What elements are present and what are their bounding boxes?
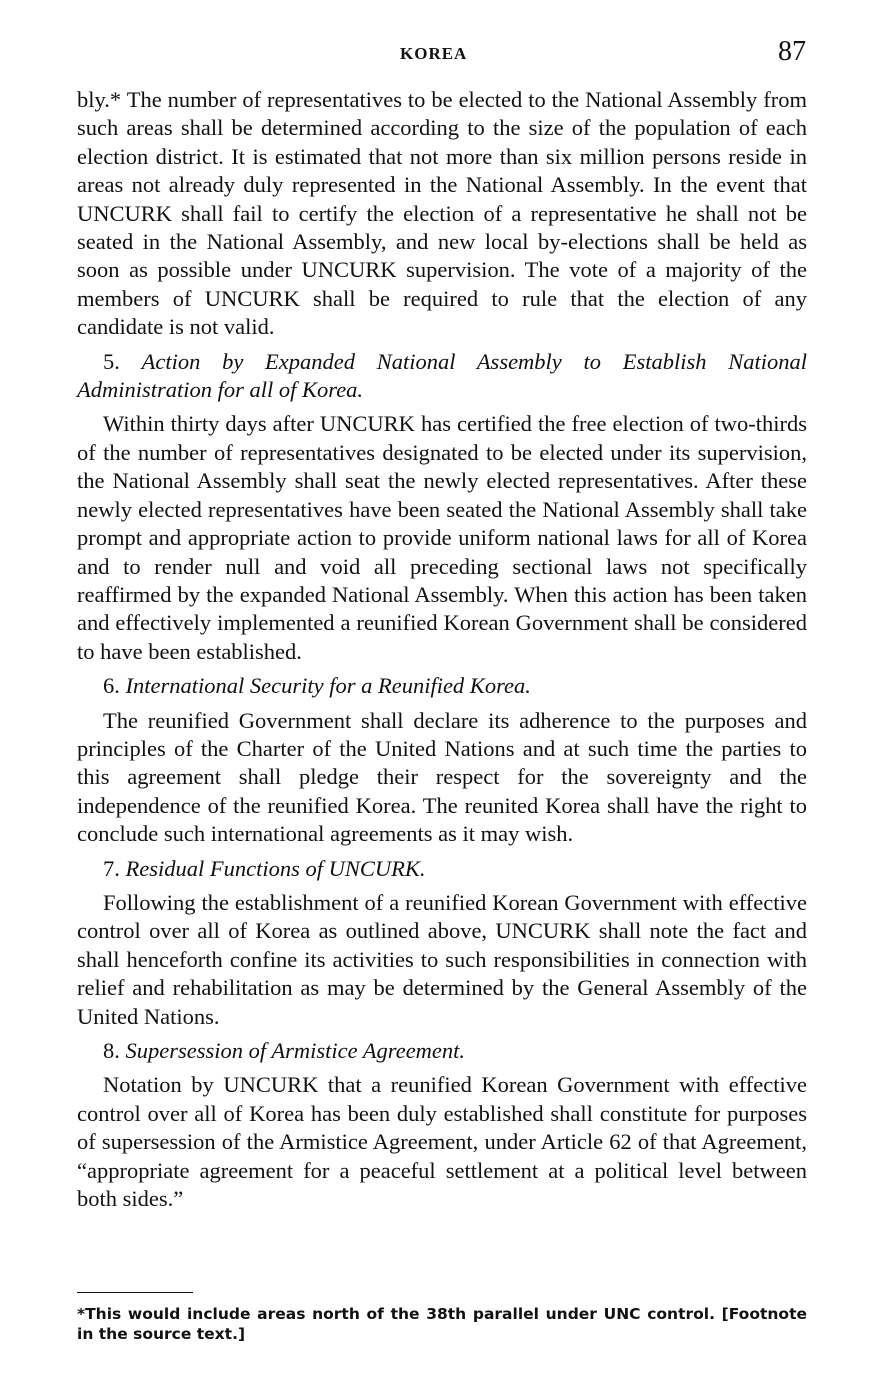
section-title: International Security for a Reunified Korea. bbox=[125, 673, 531, 699]
page-number: 87 bbox=[778, 36, 806, 67]
section-number: 8. bbox=[103, 1038, 120, 1063]
section-number: 5. bbox=[103, 348, 120, 374]
paragraph-section-5: Within thirty days after UNCURK has certified the free election of two-thirds of the number of representatives designated to be elected under its supervision, the National Assembly shall seat the newly elected representatives. After these newly elected representatives have been seated the National Assembly shall take prompt and appropriate action to provide uniform national laws for all of Korea and to render null and void all preceding sectional laws not specifically reaffirmed by the expanded National Assembly. When this action has been taken and effectively implemented a reunified Korean Government shall be considered to have been established. bbox=[77, 411, 807, 664]
running-head bbox=[0, 36, 880, 72]
footnote-divider bbox=[77, 1292, 193, 1293]
section-title: Residual Functions of UNCURK. bbox=[125, 855, 426, 881]
section-number: 7. bbox=[103, 855, 120, 881]
paragraph-section-7: Following the establishment of a reunified Korean Government with effective control over all of Korea as outlined above, UNCURK shall note the fact and shall henceforth confine its activities to such responsibilities in connection with relief and rehabilitation as may be determined by the General Assembly of the United Nations. bbox=[77, 889, 807, 1029]
paragraph-section-8: Notation by UNCURK that a reunified Korean Government with effective control over all of Korea has been duly established shall constitute for purposes of supersession of the Armistice Agreement, under Article 62 of that Agreement, “appropriate agreement for a peaceful settlement at a political level between both sides.” bbox=[77, 1072, 807, 1212]
section-heading-7 bbox=[77, 855, 807, 883]
paragraph-continuation: bly.* The number of representatives to be elected to the National Assembly from such areas shall be determined according to the size of the population of each election district. It is estimated that not more than six million persons reside in areas not already duly represented in the National Assembly. In the event that UNCURK shall fail to certify the election of a representative he shall not be seated in the National Assembly, and new local by-elections shall be held as soon as possible under UNCURK supervision. The vote of a majority of the members of UNCURK shall be required to rule that the election of any candidate is not valid. bbox=[77, 87, 807, 340]
running-title: KOREA bbox=[400, 44, 468, 63]
body-text bbox=[77, 86, 807, 1219]
section-title: Supersession of Armistice Agreement. bbox=[125, 1038, 466, 1063]
paragraph-section-6: The reunified Government shall declare its adherence to the purposes and principles of the Charter of the United Nations and at such time the parties to this agreement shall pledge their respect for the sovereignty and the independence of the reunified Korea. The reunited Korea shall have the right to conclude such international agreements as it may wish. bbox=[77, 707, 807, 847]
section-title: Action by Expanded National Assembly to Establish National Administration for all of Korea. bbox=[77, 348, 808, 403]
section-heading-5 bbox=[77, 348, 807, 405]
section-number: 6. bbox=[103, 673, 120, 699]
footnote: *This would include areas north of the 38th parallel under UNC control. [Footnote in the source text.] bbox=[77, 1305, 807, 1343]
section-heading-8 bbox=[77, 1037, 807, 1065]
section-heading-6 bbox=[77, 672, 807, 700]
